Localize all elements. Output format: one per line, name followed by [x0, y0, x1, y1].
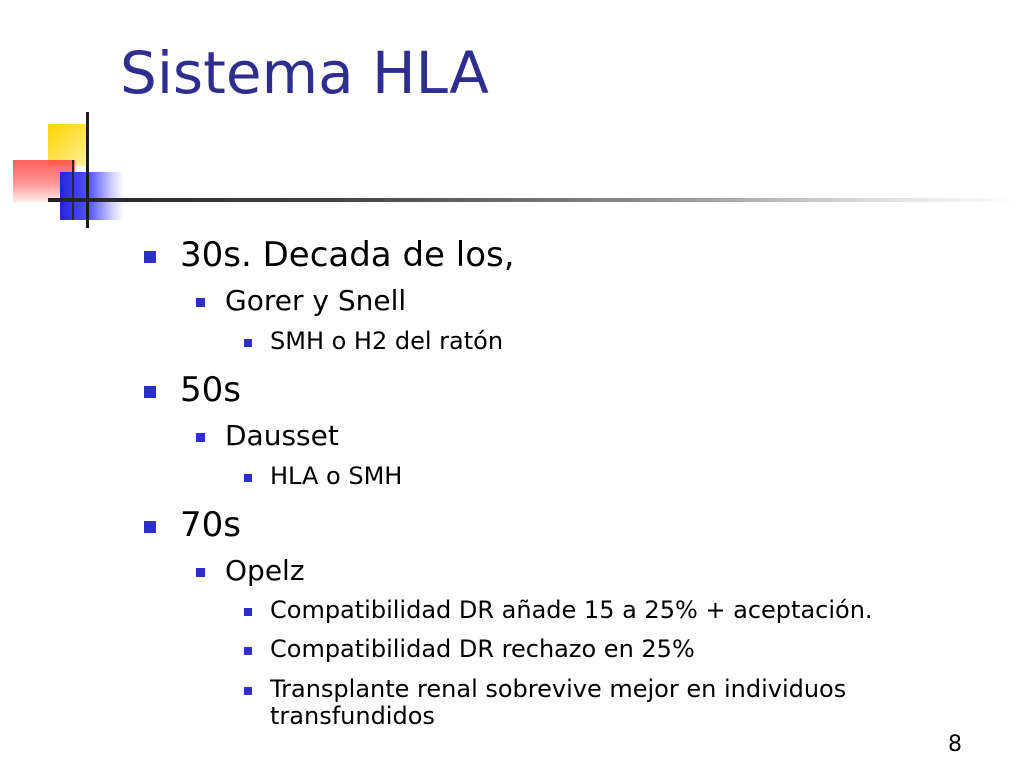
bullet-item	[144, 371, 241, 409]
square-bullet-icon	[196, 298, 205, 307]
bullet-text: HLA o SMH	[270, 462, 403, 490]
bullet-item	[144, 236, 515, 274]
bullet-text: 70s	[180, 505, 241, 545]
blue-square-decoration	[60, 172, 124, 220]
vertical-rule	[86, 112, 89, 228]
bullet-text: Opelz	[225, 554, 305, 587]
bullet-item	[196, 285, 406, 317]
vertical-rule-secondary	[72, 160, 74, 220]
square-bullet-icon	[244, 687, 252, 695]
bullet-item	[244, 636, 695, 663]
decorative-logo	[0, 0, 1024, 240]
bullet-item	[196, 420, 339, 452]
square-bullet-icon	[196, 433, 205, 442]
bullet-item	[244, 328, 503, 355]
square-bullet-icon	[144, 521, 156, 533]
bullet-text: 30s. Decada de los,	[180, 235, 515, 275]
bullet-text: Dausset	[225, 419, 339, 452]
bullet-item	[244, 676, 910, 730]
bullet-item	[144, 506, 241, 544]
bullet-text: Compatibilidad DR rechazo en 25%	[270, 635, 695, 663]
title-underline-rule	[48, 198, 1020, 202]
bullet-item	[196, 555, 305, 587]
square-bullet-icon	[244, 339, 252, 347]
bullet-text: Gorer y Snell	[225, 284, 407, 317]
bullet-item	[244, 597, 873, 624]
page-number: 8	[948, 732, 962, 757]
square-bullet-icon	[244, 647, 252, 655]
bullet-item	[244, 463, 402, 490]
bullet-text: Transplante renal sobrevive mejor en individuos transfundidos	[270, 675, 847, 730]
slide-title: Sistema HLA	[120, 39, 489, 107]
square-bullet-icon	[196, 568, 205, 577]
square-bullet-icon	[144, 386, 156, 398]
bullet-text: 50s	[180, 370, 241, 410]
square-bullet-icon	[244, 474, 252, 482]
square-bullet-icon	[144, 251, 156, 263]
bullet-text: SMH o H2 del ratón	[270, 327, 504, 355]
square-bullet-icon	[244, 608, 252, 616]
bullet-text: Compatibilidad DR añade 15 a 25% + aceptación.	[270, 596, 873, 624]
